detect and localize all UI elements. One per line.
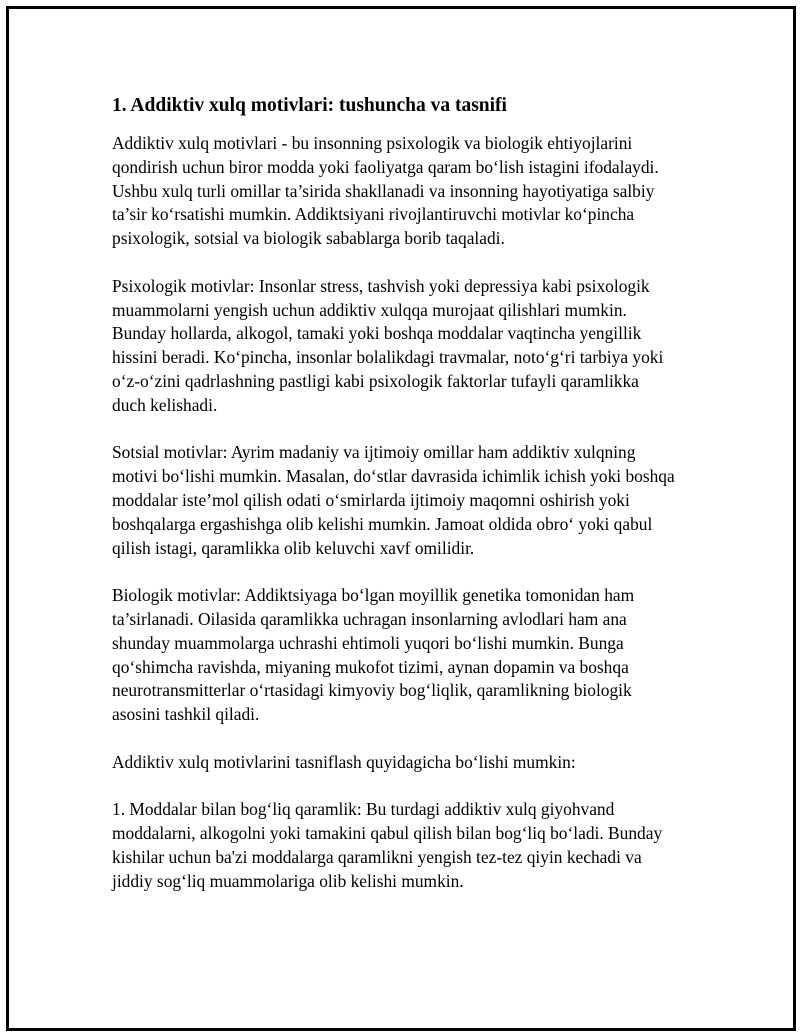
paragraph-social-motives: Sotsial motivlar: Ayrim madaniy va ijtimoiy omillar ham addiktiv xulqning motivi bo‘lishi mumkin. Masalan, do‘stlar davrasida ichimlik ichish yoki boshqa moddalar iste’mol qilish odati o‘smirlarda ijtimoiy maqomni oshirish yoki boshqalarga ergashishga olib kelishi mumkin. Jamoat oldida obro‘ yoki qabul qilish istagi, qaramlikka olib keluvchi xavf omilidir. <box>112 442 675 558</box>
paragraph-psychological-motives: Psixologik motivlar: Insonlar stress, tashvish yoki depressiya kabi psixologik muammolarni yengish uchun addiktiv xulqqa murojaat qilishlari mumkin. Bunday hollarda, alkogol, tamaki yoki boshqa moddalar vaqtincha yengillik hissini beradi. Ko‘pincha, insonlar bolalikdagi travmalar, noto‘g‘ri tarbiya yoki o‘z-o‘zini qadrlashning pastligi kabi psixologik faktorlar tufayli qaramlikka duch kelishadi. <box>112 275 664 415</box>
paragraph-substance-dependence: 1. Moddalar bilan bog‘liq qaramlik: Bu turdagi addiktiv xulq giyohvand moddalarni, alkogolni yoki tamakini qabul qilish bilan bog‘liq bo‘ladi. Bunday kishilar uchun ba'zi moddalarga qaramlikni yengish tez-tez qiyin kechadi va jiddiy sog‘liq muammolariga olib kelishi mumkin. <box>112 799 663 891</box>
document-body <box>112 92 677 917</box>
paragraph-biological-motives: Biologik motivlar: Addiktsiyaga bo‘lgan moyillik genetika tomonidan ham ta’sirlanadi. Oilasida qaramlikka uchragan insonlarning avlodlari ham ana shunday muammolarga uchrashi ehtimoli yuqori bo‘lishi mumkin. Bunga qo‘shimcha ravishda, miyaning mukofot tizimi, aynan dopamin va boshqa neurotransmitterlar o‘rtasidagi kimyoviy bog‘liqlik, qaramlikning biologik asosini tashkil qiladi. <box>112 585 635 725</box>
paragraph-classification-intro: Addiktiv xulq motivlarini tasniflash quyidagicha bo‘lishi mumkin: <box>112 751 576 772</box>
section-heading: 1. Addiktiv xulq motivlari: tushuncha va tasnifi <box>112 95 507 116</box>
paragraph-introduction: Addiktiv xulq motivlari - bu insonning psixologik va biologik ehtiyojlarini qondirish uchun biror modda yoki faoliyatga qaram bo‘lish istagini ifodalaydi. Ushbu xulq turli omillar ta’sirida shakllanadi va insonning hayotiyatiga salbiy ta’sir ko‘rsatishi mumkin. Addiktsiyani rivojlantiruvchi motivlar ko‘pincha psixologik, sotsial va biologik sabablarga borib taqaladi. <box>112 133 659 249</box>
